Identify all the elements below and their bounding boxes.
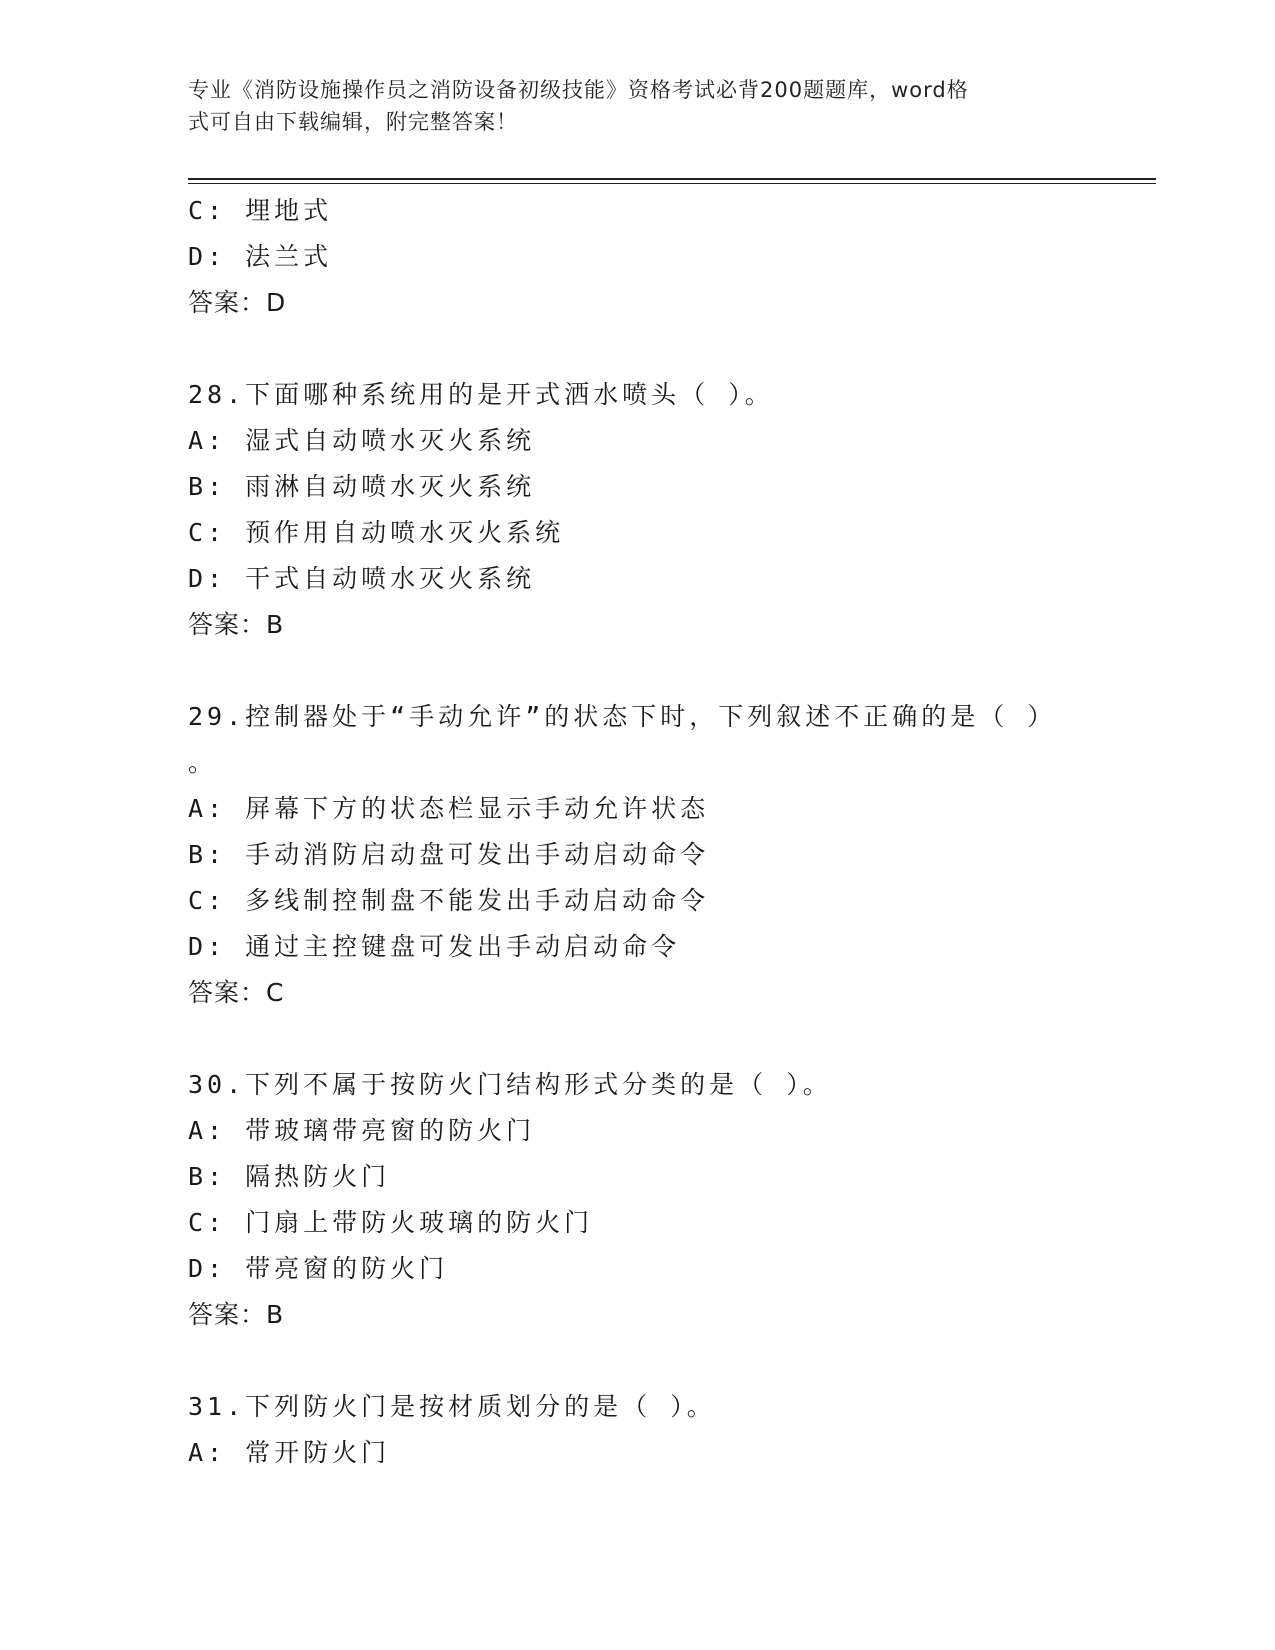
option-d: D: 通过主控键盘可发出手动启动命令 [188,932,681,961]
answer-label: 答案：D [188,288,287,317]
option-d: D: 带亮窗的防火门 [188,1254,449,1283]
option-d: D: 法兰式 [188,242,333,271]
spacer [188,326,1088,372]
question-28 [188,372,1088,648]
option-a: A: 常开防火门 [188,1438,391,1467]
question-27-tail [188,188,1088,326]
spacer [188,1016,1088,1062]
question-31 [188,1384,1088,1476]
question-list [188,188,1088,1476]
spacer [188,648,1088,694]
question-30 [188,1062,1088,1338]
option-c: C: 预作用自动喷水灭火系统 [188,518,565,547]
page-header [188,74,1068,138]
question-29 [188,694,1088,1016]
header-line-1: 专业《消防设施操作员之消防设备初级技能》资格考试必背200题题库，word格 [188,78,969,102]
option-b: B: 隔热防火门 [188,1162,391,1191]
spacer [188,1338,1088,1384]
option-b: B: 手动消防启动盘可发出手动启动命令 [188,840,710,869]
header-divider-thick [188,178,1156,180]
answer-label: 答案：B [188,1300,285,1329]
option-c: C: 多线制控制盘不能发出手动启动命令 [188,886,710,915]
option-b: B: 雨淋自动喷水灭火系统 [188,472,536,501]
question-stem-continuation: 。 [188,748,214,777]
question-stem: 30.下列不属于按防火门结构形式分类的是（ ）。 [188,1070,832,1099]
option-c: C: 门扇上带防火玻璃的防火门 [188,1208,594,1237]
question-stem: 28.下面哪种系统用的是开式洒水喷头（ ）。 [188,380,774,409]
header-line-2: 式可自由下载编辑，附完整答案！ [188,110,518,134]
option-a: A: 屏幕下方的状态栏显示手动允许状态 [188,794,710,823]
header-divider-thin [188,183,1156,184]
option-a: A: 湿式自动喷水灭火系统 [188,426,536,455]
option-a: A: 带玻璃带亮窗的防火门 [188,1116,536,1145]
question-stem: 31.下列防火门是按材质划分的是（ ）。 [188,1392,716,1421]
question-stem: 29.控制器处于“手动允许”的状态下时，下列叙述不正确的是（ ） [188,702,1057,731]
option-d: D: 干式自动喷水灭火系统 [188,564,536,593]
answer-label: 答案：C [188,978,285,1007]
option-c: C: 埋地式 [188,196,333,225]
answer-label: 答案：B [188,610,285,639]
